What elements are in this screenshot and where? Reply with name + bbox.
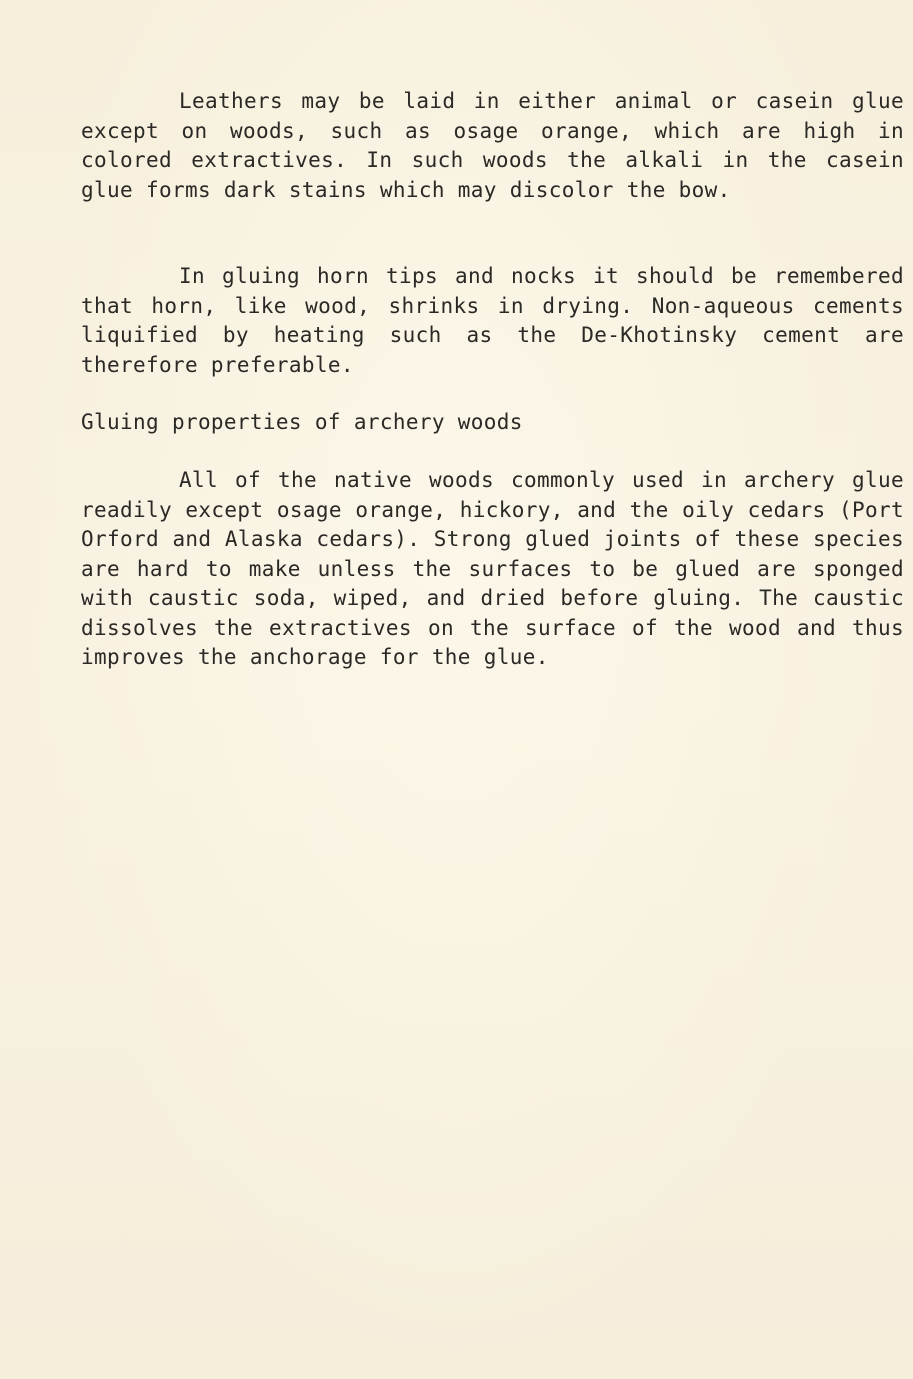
- paragraph-horn-tips: [81, 262, 904, 380]
- paragraph-text: All of the native woods commonly used in archery glue readily except osage orange, hickory, and the oily cedars (Port Orford and Alaska cedars). Strong glued joints of these species are hard to make unless the surfaces to be glued are sponged with caustic soda, wiped, and dried before gluing. The caustic dissolves the extractives on the surface of the wood and thus improves the anchorage for the glue.: [81, 468, 904, 669]
- paragraph-leathers: [81, 87, 904, 205]
- paragraph-text: In gluing horn tips and nocks it should be remembered that horn, like wood, shrinks in drying. Non-aqueous cements liquified by heating such as the De-Khotinsky cement are therefore preferable.: [81, 264, 904, 377]
- paragraph-text: Leathers may be laid in either animal or casein glue except on woods, such as osage orange, which are high in colored extractives. In such woods the alkali in the casein glue forms dark stains which may discolor the bow.: [81, 89, 904, 202]
- section-heading: Gluing properties of archery woods: [81, 410, 523, 434]
- paragraph-archery-woods: [81, 466, 904, 673]
